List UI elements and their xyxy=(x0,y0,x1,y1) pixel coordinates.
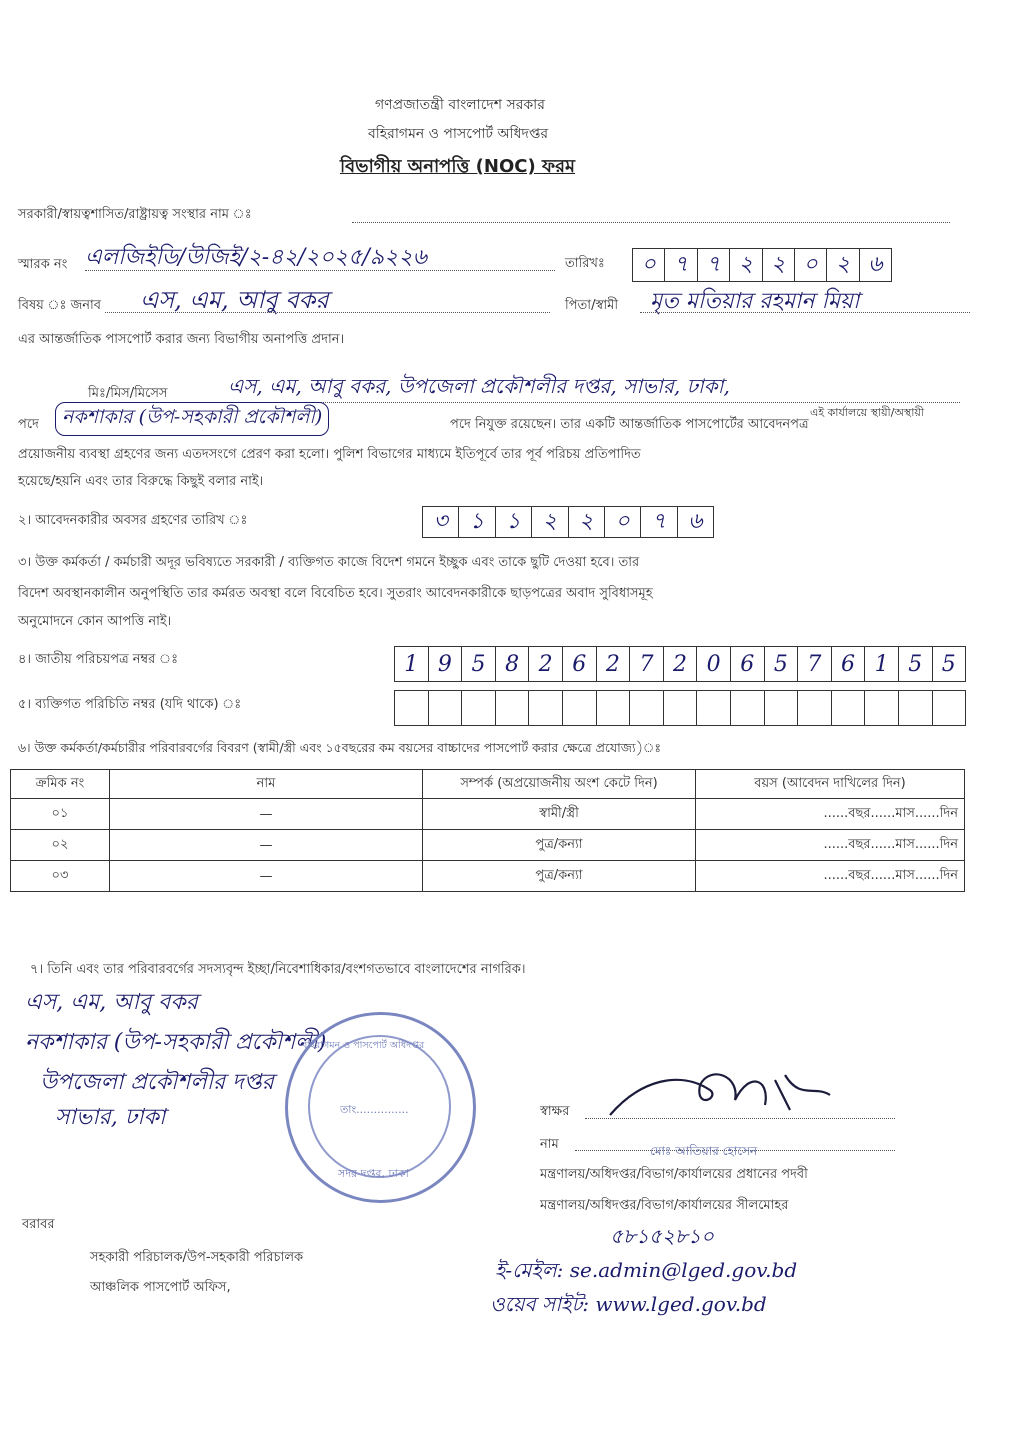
date-digit-cell: ৭ xyxy=(698,249,730,281)
father-label: পিতা/স্বামী xyxy=(565,298,619,313)
retirement-digit-cell: ২ xyxy=(569,507,605,537)
nid-digit-cell: 7 xyxy=(630,647,664,681)
officer-name-stamp: মোঃ আতিয়ার হোসেন xyxy=(650,1144,758,1158)
para1-office-text: এই কার্যালয়ে স্থায়ী/অস্থায়ী xyxy=(810,406,925,419)
date-label: তারিখঃ xyxy=(565,256,605,271)
row-serial: ০৩ xyxy=(11,861,110,892)
header-line-2: বহিরাগমন ও পাসপোর্ট অধিদপ্তর xyxy=(368,126,549,142)
row-relation: স্বামী/স্ত্রী xyxy=(423,799,696,830)
para1-line2: পদে নিযুক্ত রয়েছেন। তার একটি আন্তর্জাতিক পাসপোর্টের আবেদনপত্র xyxy=(450,417,809,432)
nid-digit-cell: 0 xyxy=(697,647,731,681)
signature-scribble xyxy=(600,1060,840,1130)
father-name: মৃত মতিয়ার রহমান মিয়া xyxy=(650,289,860,314)
row-name: — xyxy=(110,861,423,892)
item3-line2: বিদেশ অবস্থানকালীন অনুপস্থিতি তার কর্মরত অবস্থা বলে বিবেচিত হবে। সুতরাং আবেদনকারীকে ছাড়পত্রের অবাদ সুবিধাসমূহ xyxy=(18,586,653,601)
nid-digit-cell: 9 xyxy=(429,647,463,681)
recipient-line-1: সহকারী পরিচালক/উপ-সহকারী পরিচালক xyxy=(90,1250,304,1265)
personal-id-cell xyxy=(462,691,496,725)
retirement-digit-cell: ১ xyxy=(496,507,532,537)
row-age: ......বছর......মাস......দিন xyxy=(696,861,965,892)
personal-id-cell xyxy=(429,691,463,725)
memo-date-boxes xyxy=(632,248,892,282)
memo-line xyxy=(85,270,555,271)
col-serial: ক্রমিক নং xyxy=(11,770,110,799)
memo-label: স্মারক নং xyxy=(18,257,68,272)
personal-id-boxes xyxy=(394,690,966,726)
recipient-label: বরাবর xyxy=(22,1217,55,1232)
row-age: ......বছর......মাস......দিন xyxy=(696,830,965,861)
seal-label: মন্ত্রণালয়/অধিদপ্তর/বিভাগ/কার্যালয়ের সীলমোহর xyxy=(540,1198,789,1213)
form-title: বিভাগীয় অনাপত্তি (NOC) ফরম xyxy=(340,156,576,177)
date-digit-cell: ০ xyxy=(633,249,665,281)
nid-digit-cell: 2 xyxy=(597,647,631,681)
date-digit-cell: ৬ xyxy=(868,251,883,277)
name-label: নাম xyxy=(540,1137,559,1152)
col-relation: সম্পর্ক (অপ্রয়োজনীয় অংশ কেটে দিন) xyxy=(423,770,696,799)
personal-id-cell xyxy=(865,691,899,725)
citizenship-text: ৭। তিনি এবং তার পরিবারবর্গের সদস্যবৃন্দ ইচ্ছা/নিবেশাধিকার/বংশগতভাবে বাংলাদেশের নাগরিক। xyxy=(30,962,526,977)
personal-id-cell xyxy=(563,691,597,725)
personal-id-cell xyxy=(798,691,832,725)
seal-date: তাং............... xyxy=(340,1103,409,1116)
date-digit-cell: ২ xyxy=(763,249,795,281)
subject-label: বিষয় ঃ জনাব xyxy=(18,298,102,313)
subject-name: এস, এম, আবু বকর xyxy=(140,286,329,314)
nid-digit-cell: 6 xyxy=(563,647,597,681)
header-line-1: গণপ্রজাতন্ত্রী বাংলাদেশ সরকার xyxy=(375,97,545,113)
family-table xyxy=(10,769,965,892)
nid-digit-cell: 5 xyxy=(462,647,496,681)
retirement-digit-cell: ৬ xyxy=(688,508,703,534)
date-digit-cell: ০ xyxy=(795,249,827,281)
office-seal xyxy=(285,1012,476,1203)
website-handwritten: ওয়েব সাইট: www.lged.gov.bd xyxy=(490,1292,767,1316)
nid-digit-cell: 6 xyxy=(731,647,765,681)
nid-digit-cell: 5 xyxy=(765,647,799,681)
row-serial: ০১ xyxy=(11,799,110,830)
item3-line1: ৩। উক্ত কর্মকর্তা / কর্মচারী অদূর ভবিষ্যতে সরকারী / ব্যক্তিগত কাজে বিদেশ গমনে ইচ্ছুক এবং তাকে ছুটি দেওয়া হবে। তার xyxy=(18,555,640,570)
subject-name-line xyxy=(105,312,550,313)
col-name: নাম xyxy=(110,770,423,799)
row-name: — xyxy=(110,799,423,830)
row-name: — xyxy=(110,830,423,861)
nid-number-boxes xyxy=(394,646,966,682)
personal-id-cell xyxy=(597,691,631,725)
address-line-1: এস, এম, আবু বকর xyxy=(25,990,198,1015)
retirement-digit-cell: ২ xyxy=(532,507,568,537)
office-name-line xyxy=(352,222,950,223)
para1-prefix: মিঃ/মিস/মিসেস xyxy=(88,386,168,401)
nid-digit-cell: 2 xyxy=(529,647,563,681)
personal-id-cell xyxy=(529,691,563,725)
address-line-3: উপজেলা প্রকৌশলীর দপ্তর xyxy=(40,1070,274,1095)
recipient-line-2: আঞ্চলিক পাসপোর্ট অফিস, xyxy=(90,1280,231,1295)
retirement-digit-cell: ১ xyxy=(459,507,495,537)
date-digit-cell: ২ xyxy=(730,249,762,281)
row-relation: পুত্র/কন্যা xyxy=(423,830,696,861)
seal-bottom-text: সদর দপ্তর, ঢাকা xyxy=(338,1167,409,1180)
memo-number: এলজিইডি/উজিই/২-৪২/২০২৫/৯২২৬ xyxy=(85,245,427,270)
personal-id-cell xyxy=(630,691,664,725)
address-line-4: সাভার, ঢাকা xyxy=(55,1105,166,1130)
email-handwritten: ই-মেইল: se.admin@lged.gov.bd xyxy=(495,1258,798,1282)
nid-digit-cell: 7 xyxy=(798,647,832,681)
para1-line3: প্রয়োজনীয় ব্যবস্থা গ্রহণের জন্য এতদসংগে প্রেরণ করা হলো। পুলিশ বিভাগের মাধ্যমে ইতিপূর্বে তার পূর্ব পরিচয় প্রতিপাদিত xyxy=(18,447,641,462)
intro-text: এর আন্তর্জাতিক পাসপোর্ট করার জন্য বিভাগীয় অনাপত্তি প্রদান। xyxy=(18,332,345,347)
reference-number: ৫৮১৫২৮১০ xyxy=(610,1224,714,1248)
seal-top-text: বহিরাগমন ও পাসপোর্ট অধিদপ্তর xyxy=(302,1040,425,1051)
father-line xyxy=(640,312,970,313)
personal-id-cell xyxy=(664,691,698,725)
nid-digit-cell: 5 xyxy=(899,647,933,681)
family-table-header xyxy=(11,770,965,799)
family-label: ৬। উক্ত কর্মকর্তা/কর্মচারীর পরিবারবর্গের বিবরণ (স্বামী/স্ত্রী এবং ১৫বছরের কম বয়সের বাচ্চাদের পাসপোর্ট করার ক্ষেত্রে প্রযোজ্য)ঃ xyxy=(18,740,662,755)
personal-id-label: ৫। ব্যক্তিগত পরিচিতি নম্বর (যদি থাকে) ঃ xyxy=(18,697,242,712)
personal-id-cell xyxy=(899,691,933,725)
sign-label: স্বাক্ষর xyxy=(540,1104,570,1119)
retirement-digit-cell: ৭ xyxy=(641,507,677,537)
row-serial: ০২ xyxy=(11,830,110,861)
table-row xyxy=(11,861,965,892)
row-age: ......বছর......মাস......দিন xyxy=(696,799,965,830)
personal-id-cell xyxy=(731,691,765,725)
nid-digit-cell: 2 xyxy=(664,647,698,681)
nid-digit-cell: 8 xyxy=(496,647,530,681)
retirement-digit-cell: ৩ xyxy=(423,507,459,537)
nid-digit-cell: 1 xyxy=(395,647,429,681)
date-digit-cell: ২ xyxy=(827,249,859,281)
sign-line xyxy=(585,1118,895,1119)
table-row xyxy=(11,799,965,830)
para1-line4: হয়েছে/হয়নি এবং তার বিরুদ্ধে কিছুই বলার নাই। xyxy=(18,474,264,489)
designation-label: মন্ত্রণালয়/অধিদপ্তর/বিভাগ/কার্যালয়ের প্রধানের পদবী xyxy=(540,1167,808,1182)
nid-digit-cell: 5 xyxy=(941,651,956,677)
item3-line3: অনুমোদনে কোন আপত্তি নাই। xyxy=(18,614,172,629)
personal-id-cell xyxy=(765,691,799,725)
retirement-date-label: ২। আবেদনকারীর অবসর গ্রহণের তারিখ ঃ xyxy=(18,513,248,528)
para1-name: এস, এম, আবু বকর, উপজেলা প্রকৌশলীর দপ্তর, সাভার, ঢাকা, xyxy=(228,374,730,398)
retirement-digit-cell: ০ xyxy=(605,507,641,537)
retirement-date-boxes xyxy=(422,506,714,538)
nid-digit-cell: 6 xyxy=(832,647,866,681)
personal-id-cell xyxy=(933,691,966,725)
nid-digit-cell: 1 xyxy=(865,647,899,681)
personal-id-cell xyxy=(832,691,866,725)
para1-post-prefix: পদে xyxy=(18,417,39,432)
personal-id-cell xyxy=(496,691,530,725)
para1-post: নকশাকার (উপ-সহকারী প্রকৌশলী) xyxy=(55,402,329,436)
row-relation: পুত্র/কন্যা xyxy=(423,861,696,892)
personal-id-cell xyxy=(697,691,731,725)
address-line-2: নকশাকার (উপ-সহকারী প্রকৌশলী) xyxy=(25,1030,327,1055)
table-row xyxy=(11,830,965,861)
nid-label: ৪। জাতীয় পরিচয়পত্র নম্বর ঃ xyxy=(18,652,179,667)
personal-id-cell xyxy=(395,691,429,725)
office-name-label: সরকারী/স্বায়ত্বশাসিত/রাষ্ট্রায়ত্ব সংস্থার নাম ঃ xyxy=(18,207,252,222)
date-digit-cell: ৭ xyxy=(665,249,697,281)
col-age: বয়স (আবেদন দাখিলের দিন) xyxy=(696,770,965,799)
